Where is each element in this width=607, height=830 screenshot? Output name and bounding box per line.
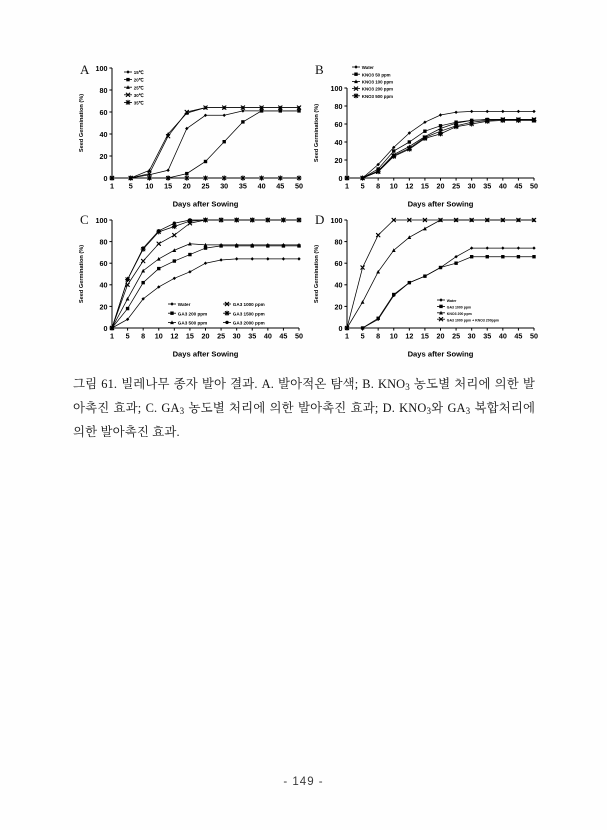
x-tick-label: 15 [164,181,173,191]
x-tick-label: 20 [201,331,210,341]
y-tick-label: 80 [99,85,108,95]
y-axis-title: Seed Germination (%) [79,244,85,304]
x-tick-label: 1 [110,331,114,341]
y-tick-label: 20 [334,155,343,165]
y-axis-title: Seed Germination (%) [314,244,320,304]
x-tick-label: 5 [360,331,365,341]
legend-entry-label: KNO3 200 ppm [361,86,394,92]
y-tick-label: 60 [99,107,108,117]
legend-entry-label: KNO3 200 ppm [446,311,472,316]
x-axis-title: Days after Sowing [172,199,239,208]
x-tick-label: 35 [483,331,492,341]
x-tick-label: 10 [389,181,398,191]
x-tick-label: 50 [530,181,538,191]
figure-61 [72,58,542,358]
legend-entry-label: GA3 500 ppm [177,320,208,326]
y-tick-label: 40 [334,280,343,290]
series-line [110,109,300,180]
x-tick-label: 15 [420,331,429,341]
caption-c-label: C. [145,401,158,416]
chart-panel-a [72,58,307,208]
caption-b-text: 농도별 처리에 의한 발아촉진 효과; [73,377,535,416]
y-tick-label: 100 [330,215,343,225]
panel-c-letter: C [80,212,89,227]
legend-entry-label: GA3 2000 ppm [232,320,265,326]
caption-d-text: 복합처리에 의한 발아촉진 효과. [73,401,536,440]
legend-entry-label: GA3 1000 ppm [232,302,265,308]
legend-entry-label: Water [446,299,457,304]
chart-panel-c [72,208,307,358]
caption-d-subscript: 3 [426,406,432,417]
x-axis-title: Days after Sowing [407,349,474,358]
y-tick-label: 20 [334,302,343,312]
y-tick-label: 60 [99,259,108,269]
caption-d-formula-ga3: GA [447,401,466,416]
x-tick-label: 40 [257,181,266,191]
x-tick-label: 30 [232,331,241,341]
y-tick-label: 60 [334,259,343,269]
caption-d-label: D. [382,401,395,416]
y-tick-label: 100 [330,83,343,93]
x-tick-label: 35 [248,331,257,341]
y-tick-label: 0 [103,323,108,333]
caption-b-formula-kno3: KNO [377,377,406,391]
series-line [110,242,301,330]
x-tick-label: 25 [452,331,461,341]
chart-legend [168,302,265,325]
y-tick-label: 100 [95,215,108,225]
x-tick-label: 12 [405,181,414,191]
x-tick-label: 20 [436,331,445,341]
y-tick-label: 40 [99,280,108,290]
y-tick-label: 80 [99,237,108,247]
series-line [110,109,300,180]
caption-d-subscript-2: 3 [465,406,471,417]
y-tick-label: 0 [338,173,343,183]
panel-b-letter: B [315,62,324,77]
panel-svg-a [72,58,307,208]
panel-b-plot [307,58,542,208]
series-line [345,246,535,329]
legend-entry-label: 30℃ [133,92,144,98]
x-tick-label: 50 [295,181,303,191]
x-tick-label: 30 [467,331,476,341]
legend-entry-label: 20℃ [133,77,144,83]
x-tick-label: 30 [467,181,476,191]
y-tick-label: 80 [334,237,343,247]
legend-entry-label: GA3 200 ppm [177,311,208,317]
x-tick-label: 45 [514,181,523,191]
caption-b-subscript: 3 [405,382,410,392]
x-tick-label: 45 [279,331,288,341]
x-tick-label: 40 [498,181,507,191]
panel-d-plot [307,208,542,358]
panel-d-letter: D [315,212,325,227]
x-tick-label: 10 [145,181,154,191]
legend-entry-label: Water [177,302,191,308]
legend-entry-label: GA3 1000 ppm + KNO3 200ppm [446,318,500,323]
legend-entry-label: 15℃ [133,70,144,76]
x-tick-label: 40 [263,331,272,341]
y-tick-label: 40 [99,129,108,139]
caption-d-formula-kno3: KNO [399,401,427,416]
x-tick-label: 35 [238,181,247,191]
chart-legend [352,65,393,99]
x-tick-label: 1 [345,331,349,341]
caption-a-label: A. [261,377,274,391]
x-tick-label: 15 [420,181,429,191]
x-tick-label: 1 [345,181,349,191]
x-tick-label: 1 [110,181,114,191]
page-number: - 149 - [283,776,324,788]
series-line [345,118,536,180]
panel-svg-b [307,58,542,208]
y-tick-label: 80 [334,101,343,111]
caption-c-subscript: 3 [179,406,185,417]
y-tick-label: 20 [99,151,108,161]
caption-d-conjunction: 와 [431,401,444,416]
x-tick-label: 5 [360,181,365,191]
legend-entry-label: 35℃ [133,100,144,106]
panel-svg-d [307,208,542,358]
x-tick-label: 35 [483,181,492,191]
y-axis-title: Seed Germination (%) [314,103,320,163]
legend-entry-label: Water [361,65,374,71]
legend-entry-label: GA3 1000 ppm [446,305,472,310]
caption-b-label: B. [362,377,374,391]
x-tick-label: 20 [182,181,191,191]
chart-legend [437,298,499,322]
panel-a-letter: A [80,62,90,77]
x-tick-label: 50 [530,331,538,341]
caption-a-text: 발아적온 탐색; [277,377,359,391]
x-tick-label: 10 [389,331,398,341]
x-tick-label: 45 [276,181,285,191]
x-tick-label: 5 [128,181,133,191]
legend-entry-label: KNO3 100 ppm [361,79,394,85]
x-tick-label: 8 [141,331,146,341]
x-tick-label: 12 [405,331,414,341]
x-tick-label: 45 [514,331,523,341]
x-axis-title: Days after Sowing [172,349,239,358]
chart-panel-d [307,208,542,358]
panel-svg-c [72,208,307,358]
y-tick-label: 0 [103,173,108,183]
legend-entry-label: GA3 1500 ppm [232,311,265,317]
x-axis-title: Days after Sowing [407,199,474,208]
x-tick-label: 5 [125,331,130,341]
x-tick-label: 25 [217,331,226,341]
legend-entry-label: 25℃ [133,85,144,91]
x-tick-label: 15 [185,331,194,341]
x-tick-label: 8 [376,331,381,341]
x-tick-label: 25 [452,181,461,191]
caption-lead: 빌레나무 종자 발아 결과. [121,377,258,391]
x-tick-label: 10 [154,331,163,341]
y-tick-label: 0 [338,323,343,333]
y-tick-label: 60 [334,119,343,129]
caption-figure-label: 그림 61. [73,377,118,391]
chart-legend [124,70,144,105]
x-tick-label: 30 [220,181,229,191]
caption-c-formula-ga3: GA [161,401,180,416]
x-tick-label: 40 [498,331,507,341]
panel-c-plot [72,208,307,358]
x-tick-label: 50 [295,331,303,341]
y-axis-title: Seed Germination (%) [79,93,85,153]
legend-entry-label: KNO3 500 ppm [361,93,394,99]
panel-a-plot [72,58,307,208]
x-tick-label: 12 [170,331,179,341]
x-tick-label: 25 [201,181,210,191]
y-tick-label: 100 [95,63,108,73]
y-tick-label: 20 [99,302,108,312]
y-tick-label: 40 [334,137,343,147]
legend-entry-label: KNO3 50 ppm [361,72,391,78]
chart-panel-b [307,58,542,208]
x-tick-label: 20 [436,181,445,191]
caption-c-text: 농도별 처리에 의한 발아촉진 효과; [188,401,379,416]
x-tick-label: 8 [376,181,381,191]
figure-caption [73,372,535,445]
